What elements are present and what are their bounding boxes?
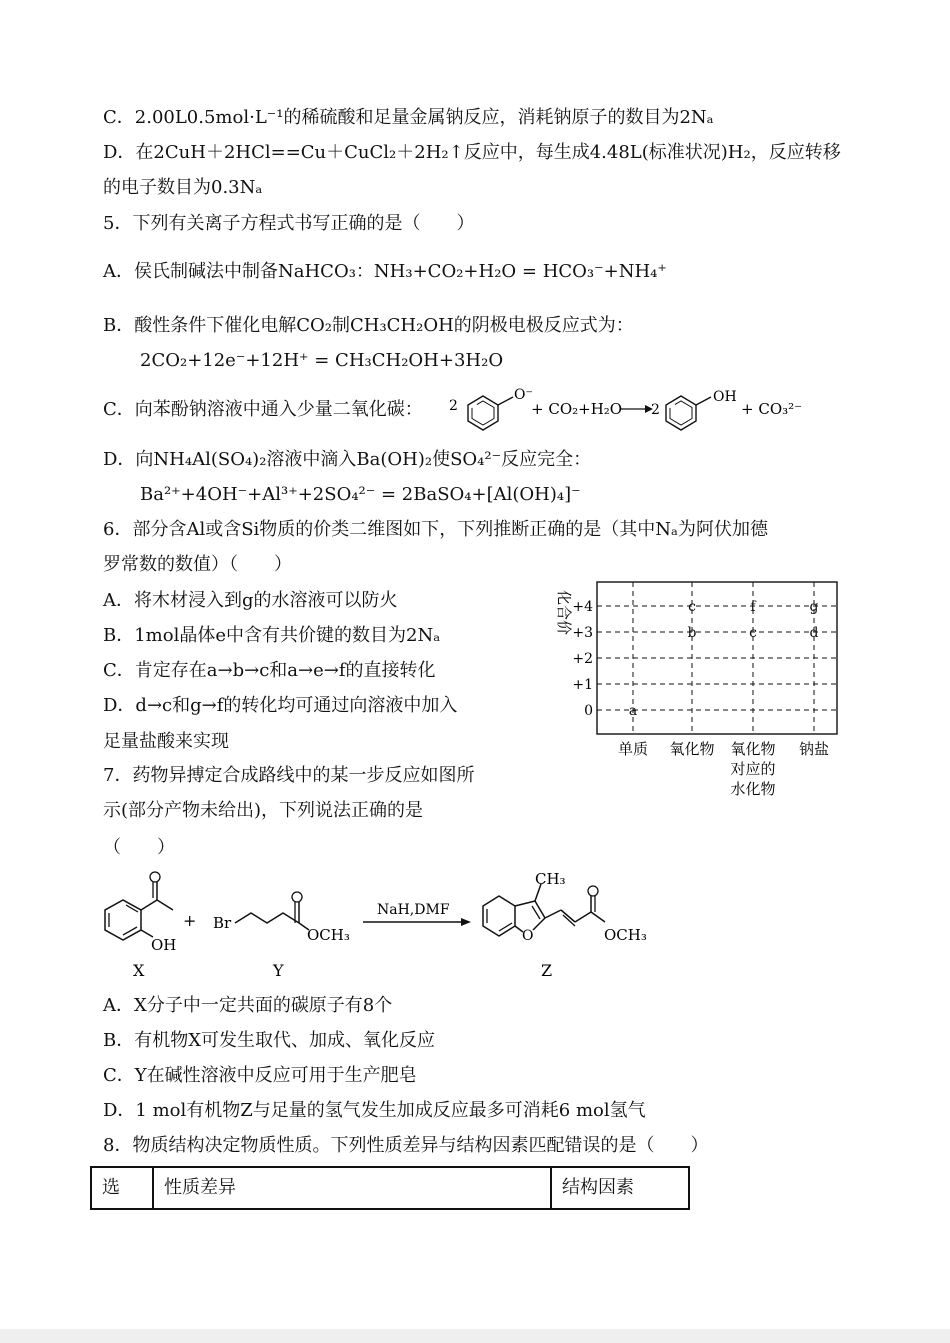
chart-point-g: g	[809, 599, 819, 615]
molecule-y-chain	[235, 913, 299, 923]
chart-y-tick-label: 0	[584, 703, 593, 719]
y-och3: OCH₃	[307, 926, 350, 944]
molecule-x	[105, 872, 173, 940]
chart-y-tick-label: +3	[572, 625, 593, 641]
label-y: Y	[273, 961, 284, 980]
q7-arrow-head	[461, 918, 471, 926]
q5-option-d-line1: D．向NH₄Al(SO₄)₂溶液中滴入Ba(OH)₂使SO₄²⁻反应完全：	[103, 449, 592, 470]
label-x: X	[133, 961, 145, 980]
q8-table-header-factor: 结构因素	[562, 1177, 634, 1198]
q7-reaction-scheme	[95, 868, 675, 988]
reactants-co2-h2o: + CO₂+H₂O	[531, 400, 623, 418]
q7-option-b: B．有机物X可发生取代、加成、氧化反应	[103, 1030, 436, 1051]
z-furan-o: O	[522, 928, 534, 944]
z-ch3: CH₃	[535, 870, 566, 888]
q5-option-b-line2: 2CO₂+12e⁻+12H⁺ = CH₃CH₂OH+3H₂O	[140, 350, 504, 371]
phenol-benzene-ring	[666, 396, 711, 430]
chart-x-category-label: 氧化物	[669, 740, 715, 758]
phenol-reaction-equation	[445, 384, 835, 434]
label-z: Z	[541, 961, 553, 980]
product-carbonate: + CO₃²⁻	[741, 400, 803, 418]
phenoxide-o: O⁻	[514, 387, 533, 403]
chart-point-c: c	[749, 625, 757, 641]
q7-stem-line1: 7．药物异搏定合成路线中的某一步反应如图所	[103, 765, 475, 786]
chart-y-tick-label: +1	[572, 677, 593, 693]
chart-point-d: d	[809, 625, 819, 641]
chart-point-c: c	[688, 599, 696, 615]
y-br-atom: Br	[213, 914, 232, 932]
phenoxide-benzene-ring	[468, 396, 513, 430]
q6-option-b: B．1mol晶体e中含有共价键的数目为2Nₐ	[103, 625, 441, 646]
q7-option-a: A．X分子中一定共面的碳原子有8个	[103, 995, 393, 1016]
q8-table	[90, 1166, 690, 1210]
chart-x-category-label: 水化物	[730, 780, 776, 798]
q6-option-c: C．肯定存在a→b→c和a→e→f的直接转化	[103, 660, 436, 681]
plus-sign: +	[183, 911, 197, 930]
q6-option-d-line1: D．d→c和g→f的转化均可通过向溶液中加入	[103, 695, 458, 716]
q7-stem-line2: 示(部分产物未给出)，下列说法正确的是	[103, 800, 424, 821]
chart-x-category-label: 单质	[617, 740, 649, 758]
q8-table-header-property: 性质差异	[154, 1168, 552, 1208]
chart-point-f: f	[750, 599, 756, 615]
q8-stem: 8．物质结构决定物质性质。下列性质差异与结构因素匹配错误的是（ ）	[103, 1135, 709, 1156]
valence-class-chart	[535, 570, 855, 805]
q5-option-b-line1: B．酸性条件下催化电解CO₂制CH₃CH₂OH的阴极电极反应式为：	[103, 315, 634, 336]
chart-point-a: a	[628, 703, 638, 719]
chart-x-category-label: 氧化物	[730, 740, 776, 758]
chart-x-category-label: 钠盐	[798, 740, 830, 758]
q8-table-header-option: 选	[92, 1168, 154, 1208]
q6-option-a: A．将木材浸入到g的水溶液可以防火	[103, 590, 398, 611]
q6-stem-line1: 6．部分含Al或含Si物质的价类二维图如下，下列推断正确的是（其中Nₐ为阿伏加德	[103, 519, 768, 540]
scan-bottom-edge	[0, 1329, 950, 1343]
q4-option-c: C．2.00L0.5mol·L⁻¹的稀硫酸和足量金属钠反应，消耗钠原子的数目为2Nₐ	[103, 107, 714, 128]
phenol-oh: OH	[713, 389, 737, 405]
coefficient-2: 2	[651, 402, 660, 418]
q6-stem-line2: 罗常数的数值）（ ）	[103, 554, 292, 575]
q7-option-c: C．Y在碱性溶液中反应可用于生产肥皂	[103, 1065, 417, 1086]
chart-x-category-label: 对应的	[730, 760, 776, 778]
chart-point-b: b	[687, 625, 697, 641]
molecule-z	[483, 884, 605, 936]
reaction-reagent: NaH,DMF	[377, 902, 450, 918]
chart-y-tick-label: +2	[572, 651, 593, 667]
q5-stem: 5．下列有关离子方程式书写正确的是（ ）	[103, 213, 475, 234]
q5-option-a: A．侯氏制碱法中制备NaHCO₃：NH₃+CO₂+H₂O = HCO₃⁻+NH₄⁺	[103, 261, 667, 282]
q4-option-d-line1: D．在2CuH＋2HCl==Cu＋CuCl₂＋2H₂↑反应中，每生成4.48L(标准状况)H₂，反应转移	[103, 142, 841, 163]
q5-option-c: C．向苯酚钠溶液中通入少量二氧化碳：	[103, 399, 423, 420]
coefficient-1: 2	[449, 398, 458, 414]
q7-stem-line3: （ ）	[103, 837, 175, 858]
q6-option-d-line2: 足量盐酸来实现	[103, 731, 229, 752]
chart-y-axis-label: 化合价	[555, 590, 573, 636]
q5-option-d-line2: Ba²⁺+4OH⁻+Al³⁺+2SO₄²⁻ = 2BaSO₄+[Al(OH)₄]⁻	[140, 484, 581, 505]
z-och3: OCH₃	[604, 926, 647, 944]
y-carbonyl-o	[292, 892, 302, 902]
q4-option-d-line2: 的电子数目为0.3Nₐ	[103, 177, 263, 198]
x-oh-group: OH	[151, 936, 177, 954]
q7-option-d: D．1 mol有机物Z与足量的氢气发生加成反应最多可消耗6 mol氢气	[103, 1100, 646, 1121]
chart-y-tick-label: +4	[572, 599, 593, 615]
